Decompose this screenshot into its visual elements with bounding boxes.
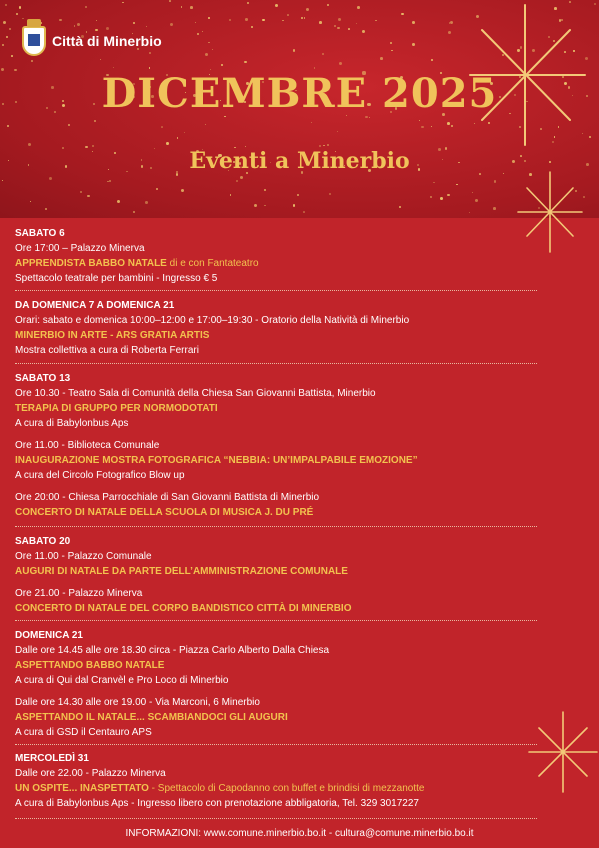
glitter-dot — [456, 184, 458, 186]
glitter-dot — [319, 145, 321, 147]
glitter-dot — [68, 124, 70, 126]
glitter-dot — [181, 6, 182, 7]
event-time-place: Ore 11.00 - Biblioteca Comunale — [15, 440, 160, 451]
glitter-dot — [230, 194, 232, 196]
glitter-dot — [190, 6, 193, 9]
glitter-dot — [212, 49, 213, 50]
divider — [15, 818, 537, 819]
glitter-dot — [362, 30, 365, 33]
glitter-dot — [113, 67, 114, 68]
glitter-dot — [202, 31, 203, 32]
event-title: AUGURI DI NATALE DA PARTE DELL’AMMINISTRAZIONE COMUNALE — [15, 566, 348, 577]
glitter-dot — [337, 27, 339, 29]
glitter-dot — [122, 2, 124, 4]
glitter-dot — [357, 6, 360, 9]
page-subtitle: Eventi a Minerbio — [189, 148, 410, 174]
glitter-dot — [221, 64, 223, 66]
glitter-dot — [146, 26, 147, 27]
glitter-dot — [451, 125, 453, 127]
glitter-dot — [356, 23, 357, 24]
glitter-dot — [87, 195, 89, 197]
glitter-dot — [494, 180, 496, 182]
footer-info: INFORMAZIONI: www.comune.minerbio.bo.it - cultura@comune.minerbio.bo.it — [125, 828, 474, 839]
event-day: DA DOMENICA 7 A DOMENICA 21 — [15, 300, 175, 311]
event-section-sabato-6 — [15, 226, 535, 286]
event-time-place: Ore 11.00 - Palazzo Comunale — [15, 551, 152, 562]
glitter-dot — [6, 36, 8, 38]
glitter-dot — [337, 131, 338, 132]
glitter-dot — [375, 20, 377, 22]
glitter-dot — [197, 33, 199, 35]
glitter-dot — [74, 25, 76, 27]
glitter-dot — [28, 143, 31, 146]
event-description: Mostra collettiva a cura di Roberta Ferrari — [15, 345, 199, 356]
glitter-dot — [338, 18, 341, 21]
glitter-dot — [469, 212, 470, 213]
glitter-dot — [100, 59, 101, 60]
glitter-dot — [348, 28, 350, 30]
glitter-dot — [92, 145, 94, 147]
divider — [15, 526, 537, 527]
glitter-dot — [247, 2, 249, 4]
event-section-mercoledi-31 — [15, 751, 535, 811]
glitter-dot — [109, 180, 111, 182]
glitter-dot — [195, 22, 196, 23]
glitter-dot — [433, 182, 434, 183]
event-title: ASPETTANDO IL NATALE... SCAMBIANDOCI GLI AUGURI — [15, 712, 288, 723]
glitter-dot — [254, 204, 257, 207]
event-time-place: Ore 21.00 - Palazzo Minerva — [15, 588, 143, 599]
glitter-dot — [399, 206, 401, 208]
glitter-dot — [77, 23, 80, 26]
glitter-dot — [264, 189, 266, 191]
glitter-dot — [447, 122, 450, 125]
glitter-dot — [94, 120, 96, 122]
glitter-dot — [304, 17, 306, 19]
event-day: MERCOLEDÌ 31 — [15, 753, 89, 764]
glitter-dot — [297, 194, 299, 196]
glitter-dot — [208, 42, 209, 43]
glitter-dot — [275, 4, 278, 7]
divider — [15, 744, 537, 745]
event-title: CONCERTO DI NATALE DELLA SCUOLA DI MUSICA J. DU PRÉ — [15, 507, 314, 518]
glitter-dot — [401, 13, 404, 16]
glitter-dot — [22, 18, 23, 19]
glitter-dot — [106, 27, 109, 30]
event-time-place: Ore 10.30 - Teatro Sala di Comunità della Chiesa San Giovanni Battista, Minerbio — [15, 388, 376, 399]
event-description: A cura di Babylonbus Aps — [15, 418, 129, 429]
glitter-dot — [251, 26, 253, 28]
glitter-dot — [447, 194, 449, 196]
glitter-dot — [431, 126, 432, 127]
page-title: DICEMBRE 2025 — [101, 70, 498, 117]
glitter-dot — [472, 192, 473, 193]
event-title-extra: di e con Fantateatro — [166, 258, 259, 269]
event-title: CONCERTO DI NATALE DEL CORPO BANDISTICO CITTÀ DI MINERBIO — [15, 603, 352, 614]
glitter-dot — [169, 0, 171, 2]
glitter-dot — [322, 53, 324, 55]
divider — [15, 363, 537, 364]
glitter-dot — [380, 57, 383, 60]
event-time-place: Dalle ore 22.00 - Palazzo Minerva — [15, 768, 166, 779]
glitter-dot — [301, 17, 303, 19]
event-time-place: Dalle ore 14.30 alle ore 19.00 - Via Marconi, 6 Minerbio — [15, 697, 260, 708]
glitter-dot — [2, 180, 3, 181]
glitter-dot — [287, 14, 289, 16]
glitter-dot — [16, 13, 18, 15]
glitter-dot — [448, 31, 451, 34]
glitter-dot — [149, 67, 151, 69]
event-day: DOMENICA 21 — [15, 630, 83, 641]
glitter-dot — [311, 122, 313, 124]
event-title-line — [15, 781, 535, 796]
glitter-dot — [45, 208, 47, 210]
glitter-dot — [85, 6, 87, 8]
glitter-dot — [3, 21, 6, 24]
glitter-dot — [156, 188, 158, 190]
glitter-dot — [11, 55, 13, 57]
glitter-dot — [245, 18, 248, 21]
glitter-dot — [166, 142, 169, 145]
glitter-dot — [208, 17, 210, 19]
glitter-dot — [319, 21, 322, 24]
glitter-dot — [19, 6, 22, 9]
glitter-dot — [244, 61, 246, 63]
glitter-dot — [431, 59, 433, 61]
glitter-dot — [282, 20, 284, 22]
glitter-dot — [314, 67, 315, 68]
divider — [15, 290, 537, 291]
event-title-extra: - Spettacolo di Capodanno con buffet e brindisi di mezzanotte — [148, 783, 425, 794]
glitter-dot — [133, 211, 135, 213]
glitter-dot — [245, 146, 246, 147]
glitter-dot — [303, 211, 305, 213]
glitter-dot — [390, 42, 392, 44]
glitter-dot — [329, 193, 331, 195]
glitter-dot — [421, 126, 423, 128]
glitter-dot — [49, 177, 52, 180]
event-day: SABATO 20 — [15, 536, 71, 547]
glitter-dot — [2, 44, 4, 46]
glitter-dot — [440, 197, 443, 200]
glitter-dot — [145, 201, 148, 204]
event-description: Spettacolo teatrale per bambini - Ingresso € 5 — [15, 273, 218, 284]
glitter-dot — [594, 3, 596, 5]
glitter-dot — [412, 43, 415, 46]
glitter-dot — [475, 199, 478, 202]
glitter-dot — [327, 144, 329, 146]
event-time-place: Ore 17:00 – Palazzo Minerva — [15, 243, 145, 254]
glitter-dot — [181, 189, 184, 192]
glitter-dot — [236, 180, 238, 182]
glitter-dot — [59, 19, 61, 21]
event-time-place: Dalle ore 14.45 alle ore 18.30 circa - Piazza Carlo Alberto Dalla Chiesa — [15, 645, 330, 656]
glitter-dot — [262, 19, 264, 21]
glitter-dot — [9, 28, 12, 31]
event-title: APPRENDISTA BABBO NATALE — [15, 258, 167, 269]
glitter-dot — [133, 22, 135, 24]
glitter-dot — [412, 21, 415, 24]
city-crest-logo — [22, 26, 46, 56]
glitter-dot — [339, 62, 342, 65]
glitter-dot — [391, 50, 392, 51]
event-day: SABATO 13 — [15, 373, 71, 384]
glitter-dot — [450, 21, 453, 24]
event-section-domenica-21 — [15, 628, 535, 740]
glitter-dot — [240, 176, 243, 179]
glitter-dot — [149, 52, 151, 54]
glitter-dot — [205, 53, 208, 56]
glitter-dot — [293, 204, 296, 207]
glitter-dot — [334, 25, 336, 27]
event-title-line — [15, 256, 535, 271]
glitter-dot — [430, 196, 432, 198]
glitter-dot — [323, 145, 325, 147]
event-time-place: Ore 20:00 - Chiesa Parrocchiale di San Giovanni Battista di Minerbio — [15, 492, 320, 503]
glitter-dot — [184, 132, 185, 133]
glitter-dot — [31, 60, 33, 62]
glitter-dot — [264, 205, 265, 206]
glitter-dot — [170, 23, 173, 26]
event-time-place: Orari: sabato e domenica 10:00–12:00 e 17:00–19:30 - Oratorio della Natività di Minerbio — [15, 315, 410, 326]
glitter-dot — [306, 8, 309, 11]
event-title: TERAPIA DI GRUPPO PER NORMODOTATI — [15, 403, 218, 414]
event-description: A cura di GSD il Centauro APS — [15, 727, 152, 738]
glitter-dot — [117, 200, 120, 203]
event-title: INAUGURAZIONE MOSTRA FOTOGRAFICA “NEBBIA: UN’IMPALPABILE EMOZIONE” — [15, 455, 418, 466]
event-day: SABATO 6 — [15, 228, 65, 239]
glitter-dot — [205, 124, 206, 125]
event-description: A cura di Babylonbus Aps - Ingresso libero con prenotazione abbligatoria, Tel. 329 3017227 — [15, 798, 419, 809]
glitter-dot — [327, 4, 329, 6]
glitter-dot — [95, 29, 98, 32]
glitter-dot — [161, 126, 163, 128]
event-description: A cura di Qui dal Cranvèl e Pro Loco di Minerbio — [15, 675, 229, 686]
glitter-dot — [30, 201, 31, 202]
glitter-dot — [7, 125, 9, 127]
glitter-dot — [493, 207, 496, 210]
city-name: Città di Minerbio — [52, 33, 162, 49]
event-title: MINERBIO IN ARTE - ARS GRATIA ARTIS — [15, 330, 210, 341]
event-description: A cura del Circolo Fotografico Blow up — [15, 470, 185, 481]
event-section-domenica-7-21 — [15, 298, 535, 358]
event-section-sabato-20 — [15, 534, 535, 616]
glitter-dot — [229, 19, 231, 21]
event-title: ASPETTANDO BABBO NATALE — [15, 660, 165, 671]
glitter-dot — [419, 120, 421, 122]
star-decoration-icon — [525, 710, 599, 795]
glitter-dot — [80, 191, 82, 193]
glitter-dot — [177, 137, 178, 138]
event-title: UN OSPITE... INASPETTATO — [15, 783, 149, 794]
glitter-dot — [293, 49, 296, 52]
event-section-sabato-13 — [15, 371, 535, 520]
glitter-dot — [5, 4, 7, 6]
star-decoration-icon — [460, 0, 590, 150]
divider — [15, 620, 537, 621]
glitter-dot — [96, 20, 97, 21]
